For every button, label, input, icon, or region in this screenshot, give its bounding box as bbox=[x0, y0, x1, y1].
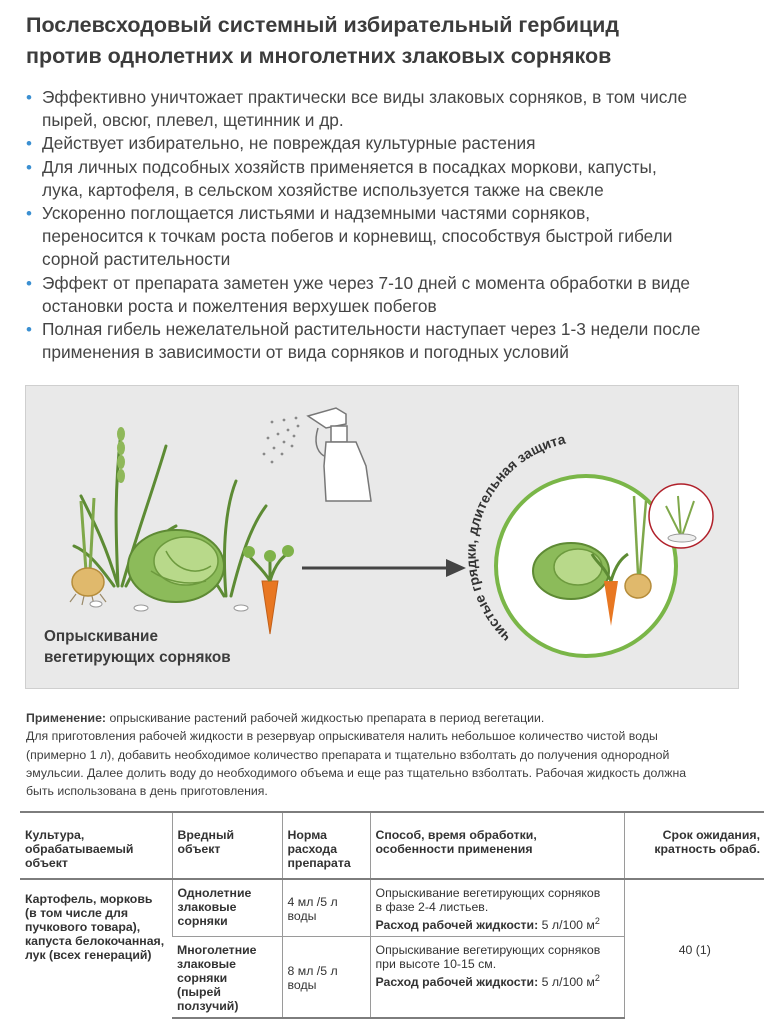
illustration-panel bbox=[25, 385, 739, 689]
bullet-item: • Эффективно уничтожает практически все виды злаковых сорняков, в том числе пырей, овсюг, плевел, щетинник и др. bbox=[26, 87, 688, 131]
col-header-waiting: Срок ожидания, кратность обраб. bbox=[624, 812, 764, 879]
bullet-item: • Действует избирательно, не повреждая культурные растения bbox=[26, 132, 766, 155]
protected-bed-icon bbox=[496, 476, 676, 656]
method-cell: Опрыскивание вегетирующих сорняков при высоте 10-15 см. Расход рабочей жидкости: 5 л/100 $м^2$ bbox=[370, 937, 624, 1019]
bullet-item: • Эффект от препарата заметен уже через 7-10 дней с момента обработки в виде остановки роста и пожелтения верхушек побегов bbox=[26, 272, 691, 316]
col-header-rate: Норма расхода препарата bbox=[282, 812, 370, 879]
carrot-icon bbox=[243, 545, 294, 634]
onion-icon bbox=[70, 498, 106, 605]
rate-cell: 8 мл /5 л воды bbox=[282, 937, 370, 1019]
col-header-culture: Культура, обрабатываемый объект bbox=[20, 812, 172, 879]
bullet-dot-icon: • bbox=[26, 204, 32, 224]
dead-weed-circle-icon bbox=[649, 484, 713, 548]
table-row bbox=[20, 879, 764, 937]
method-cell: Опрыскивание вегетирующих сорняков в фазе 2-4 листьев. Расход рабочей жидкости: 5 л/100 $м^2$ bbox=[370, 879, 624, 937]
page-title bbox=[26, 10, 766, 72]
bullet-item: • Для личных подсобных хозяйств применяется в посадках моркови, капусты, лука, картофеля, в сельском хозяйстве используется также на свекле bbox=[26, 156, 657, 200]
col-header-method: Способ, время обработки, особенности применения bbox=[370, 812, 624, 879]
table-header-row bbox=[20, 812, 764, 879]
bullet-item: • Полная гибель нежелательной растительности наступает через 1-3 недели после применения в зависимости от вида сорняков и погодных условий bbox=[26, 319, 701, 363]
bullet-dot-icon: • bbox=[26, 134, 32, 154]
bullet-dot-icon: • bbox=[26, 88, 32, 107]
weed-cell: Многолетние злаковые сорняки (пырей ползучий) bbox=[172, 937, 282, 1019]
arc-label: чистые грядки, длительная защита bbox=[462, 430, 567, 646]
title-line-2: против однолетних и многолетних злаковых сорняков bbox=[26, 44, 612, 68]
bullet-dot-icon: • bbox=[26, 157, 32, 177]
waiting-cell: 40 (1) bbox=[624, 879, 764, 1018]
bullet-dot-icon: • bbox=[26, 273, 32, 293]
benefits-list bbox=[26, 86, 766, 364]
illustration-caption: Опрыскивание вегетирующих сорняков bbox=[44, 628, 231, 666]
spray-bottle-icon bbox=[263, 408, 371, 501]
bullet-item: • Ускоренно поглощается листьями и надземными частями сорняков, переносится к точкам роста побегов и корневищ, способствуя быстрой гибели сорной растительности bbox=[26, 203, 673, 270]
cabbage-icon bbox=[128, 530, 224, 602]
col-header-weed: Вредный объект bbox=[172, 812, 282, 879]
weed-cell: Однолетние злаковые сорняки bbox=[172, 879, 282, 937]
regulations-table bbox=[20, 811, 764, 1019]
bullet-dot-icon: • bbox=[26, 320, 32, 340]
rate-cell: 4 мл /5 л воды bbox=[282, 879, 370, 937]
application-text: Применение: опрыскивание растений рабочей жидкостью препарата в период вегетации. Для приготовления рабочей жидкости в резервуар опрыскивателя налить небольшое количество чистой воды (примерно 1 л), добавить необходимое количество препарата и тщательно взболтать до получения однородной эмульсии. Далее долить воду до необходимого объема и еще раз тщательно взболтать. Рабочая жидкость должна быть использована в день приготовления. bbox=[26, 711, 687, 799]
culture-cell: Картофель, морковь (в том числе для пучкового товара), капуста белокочанная, лук (всех генераций) bbox=[25, 892, 165, 962]
arrow-right-icon bbox=[302, 559, 466, 577]
title-line-1: Послевсходовый системный избирательный гербицид bbox=[26, 13, 620, 37]
